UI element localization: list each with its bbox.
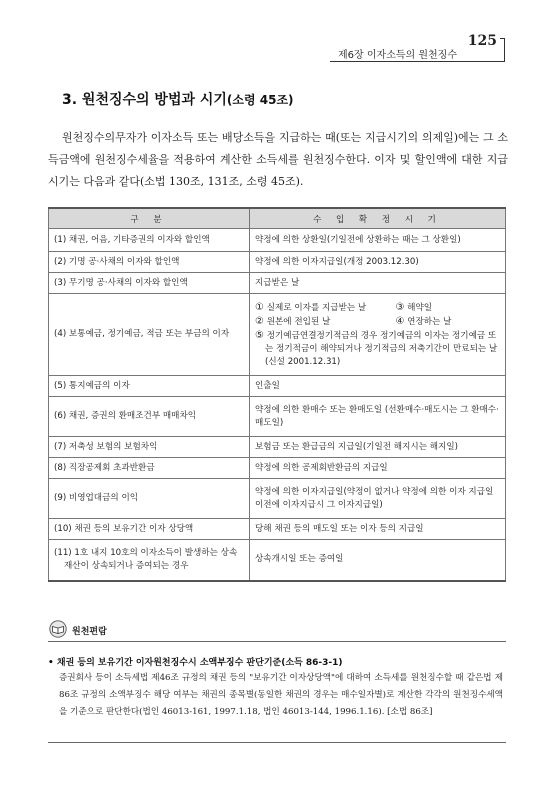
- item-text: 해약일: [407, 302, 433, 313]
- row-label: (8) 직장공제회 초과반환금: [49, 458, 250, 479]
- row-value: 상속개시일 또는 증여일: [250, 540, 506, 581]
- row-value-list: [250, 294, 506, 376]
- list-item: [255, 301, 500, 315]
- table-row: [49, 437, 506, 458]
- table-header-row: [49, 208, 506, 229]
- note-title: • 채권 등의 보유기간 이자원천징수시 소액부징수 판단기준(소득 86-3-1): [48, 658, 343, 668]
- row-value: 약정에 의한 이자지급일(약정이 없거나 약정에 의한 이자 지급일 이전에 이자지급시 그 이자지급일): [250, 479, 506, 519]
- row-label-text: (11) 1호 내지 10호의 이자소득이 발생하는 상속재산이 상속되거나 증여되는 경우: [54, 547, 238, 571]
- table-row: [49, 479, 506, 519]
- table-row: [49, 294, 506, 376]
- row-value: 지급받은 날: [250, 273, 506, 294]
- column-header-timing: 수 입 확 정 시 기: [250, 208, 506, 229]
- row-value: 약정에 의한 이자지급일(개정 2003.12.30): [250, 252, 506, 273]
- page-header: [330, 33, 505, 64]
- row-value: 당해 채권 등의 매도일 또는 이자 등의 지급일: [250, 519, 506, 540]
- table-row: [49, 397, 506, 437]
- row-label: (1) 채권, 어음, 기타증권의 이자와 할인액: [49, 229, 250, 252]
- table-row: [49, 519, 506, 540]
- intro-paragraph: 원천징수의무자가 이자소득 또는 배당소득을 지급하는 때(또는 지급시기의 의제일)에는 그 소득금액에 원천징수세율을 적용하여 계산한 소득세를 원천징수한다. 이자 및 할인액에 대한 지급시기는 다음과 같다(소법 130조, 131조, 소령 45조).: [48, 131, 508, 188]
- item-number: ⑤: [255, 329, 264, 341]
- timing-table: [48, 207, 506, 582]
- row-value: 인출일: [250, 376, 506, 397]
- section-title: [62, 89, 294, 109]
- row-value: 약정에 의한 상환일(기일전에 상환하는 때는 그 상환일): [250, 229, 506, 252]
- item-number: ④: [395, 315, 405, 327]
- book-icon: [49, 620, 67, 638]
- row-value: 약정에 의한 공제회반환금의 지급일: [250, 458, 506, 479]
- row-label: (2) 기명 공·사채의 이자와 할인액: [49, 252, 250, 273]
- list-item: [255, 315, 500, 329]
- row-value: 보험금 또는 환급금의 지급일(기일전 해지시는 해지일): [250, 437, 506, 458]
- row-label: (3) 무기명 공·사채의 이자와 할인액: [49, 273, 250, 294]
- row-label: (4) 보통예금, 정기예금, 적금 또는 부금의 이자: [49, 294, 250, 376]
- table-row: [49, 376, 506, 397]
- item-text: 정기예금연결정기적금의 경우 정기예금의 이자는 정기예금 또는 정기적금이 해약되거나 정기적금의 저축기간이 만료되는 날(신설 2001.12.31): [265, 330, 498, 367]
- table-row: [49, 458, 506, 479]
- section-title-ref: (소령 45조): [226, 93, 294, 107]
- row-label: (5) 통지예금의 이자: [49, 376, 250, 397]
- item-number: ③: [395, 301, 405, 313]
- row-label: (6) 채권, 증권의 환매조건부 매매차익: [49, 397, 250, 437]
- item-text: 연장하는 날: [407, 316, 452, 327]
- note-body: 증권회사 등이 소득세법 제46조 규정의 채권 등의 "보유기간 이자상당액"에 대하여 소득세를 원천징수할 때 같은법 제86조 규정의 소액부징수 해당 여부는 채권의 종목별(동일한 채권의 경우는 매수일자별)로 계산한 각각의 원천징수세액을 기준으로 판단한다(법인 46013-161, 1997.1.18, 법인 46013-144, 1996.1.16). [소법 86조]: [59, 673, 503, 717]
- note-divider: [48, 641, 506, 642]
- header-bracket: [500, 38, 505, 62]
- table-row: [49, 229, 506, 252]
- chapter-title: 제6장 이자소득의 원천징수: [338, 50, 457, 61]
- row-label: (10) 채권 등의 보유기간 이자 상당액: [49, 519, 250, 540]
- item-text: 실제로 이자를 지급받는 날: [266, 302, 367, 313]
- section-title-text: 3. 원천징수의 방법과 시기: [62, 92, 227, 108]
- table-row: [49, 540, 506, 581]
- row-value: 약정에 의한 환매수 또는 환매도일 (선환매수·매도시는 그 환매수·매도일): [250, 397, 506, 437]
- row-label: (9) 비영업대금의 이익: [49, 479, 250, 519]
- column-header-category: 구 분: [49, 208, 250, 229]
- row-label: (7) 저축성 보험의 보험차익: [49, 437, 250, 458]
- bottom-rule: [48, 742, 506, 743]
- item-number: ①: [255, 301, 264, 313]
- reference-badge-label: 원천편람: [72, 627, 107, 637]
- row-label: [49, 540, 250, 581]
- item-text: 원본에 전입된 날: [266, 316, 331, 327]
- list-item: [255, 329, 500, 369]
- table-row: [49, 252, 506, 273]
- table-row: [49, 273, 506, 294]
- header-rule: [330, 61, 505, 62]
- page-number: 125: [467, 33, 497, 49]
- item-number: ②: [255, 315, 264, 327]
